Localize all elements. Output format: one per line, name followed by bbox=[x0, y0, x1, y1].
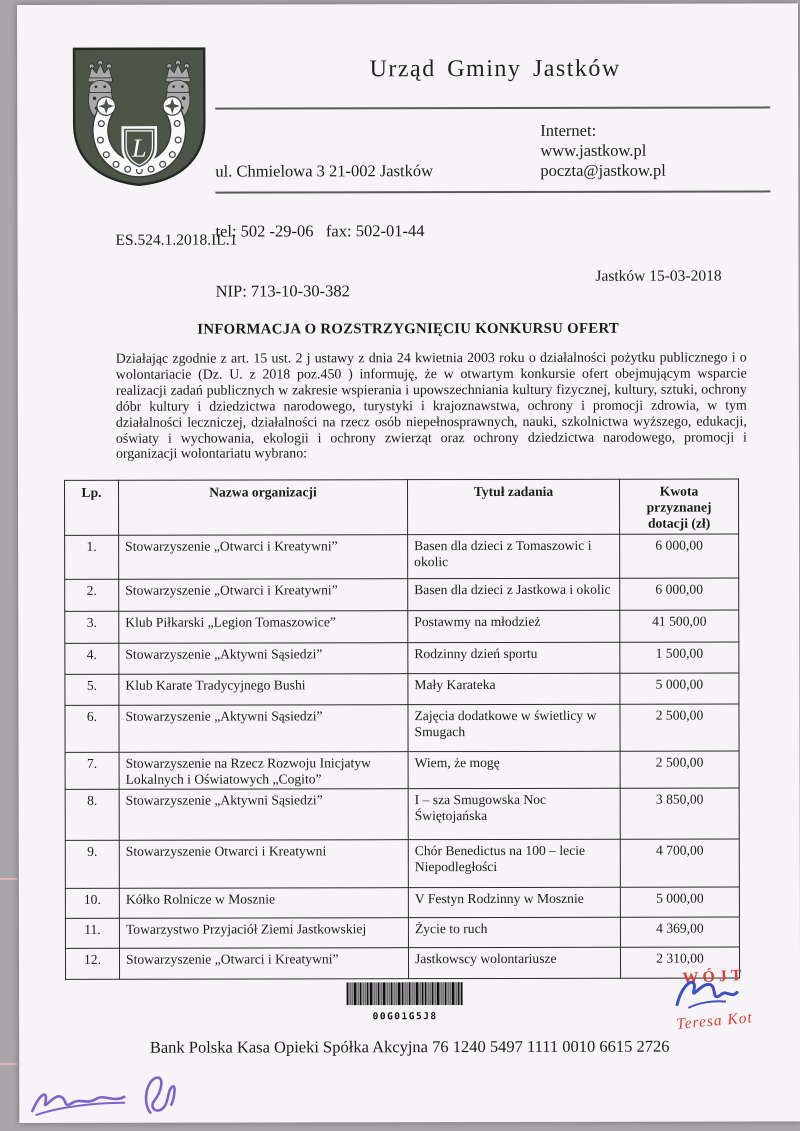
row-task: Basen dla dzieci z Tomaszowic i okolic bbox=[408, 534, 620, 578]
row-org: Stowarzyszenie na Rzecz Rozwoju Inicjatyw Lokalnych i Oświatowych „Cogito” bbox=[119, 751, 408, 789]
row-no: 6. bbox=[65, 705, 119, 752]
row-org: Klub Piłkarski „Legion Tomaszowice” bbox=[119, 610, 408, 643]
row-task: Chór Benedictus na 100 – lecie Niepodległości bbox=[408, 840, 620, 888]
row-no: 2. bbox=[65, 579, 119, 611]
row-amount: 3 850,00 bbox=[620, 788, 739, 839]
row-amount: 5 000,00 bbox=[620, 887, 739, 917]
row-amount: 41 500,00 bbox=[620, 610, 739, 642]
handwritten-initials bbox=[24, 1073, 199, 1123]
website-url: www.jastkow.pl bbox=[540, 140, 647, 160]
row-no: 1. bbox=[65, 535, 119, 579]
crest-star-right bbox=[163, 97, 181, 115]
row-no: 8. bbox=[65, 790, 119, 841]
row-org: Klub Karate Tradycyjnego Bushi bbox=[119, 673, 408, 705]
table-header-row bbox=[64, 479, 738, 535]
scan-artifact-line bbox=[0, 1063, 17, 1065]
table-row bbox=[65, 704, 739, 752]
row-amount: 5 000,00 bbox=[620, 673, 739, 704]
row-org: Stowarzyszenie „Otwarci i Kreatywni” bbox=[119, 534, 408, 579]
table-row bbox=[65, 887, 739, 918]
row-amount: 6 000,00 bbox=[620, 534, 739, 578]
stamp-title: WÓJT bbox=[682, 966, 746, 988]
row-amount: 4 369,00 bbox=[620, 917, 739, 947]
row-org: Stowarzyszenie „Aktywni Sąsiedzi” bbox=[119, 642, 408, 674]
row-task: Rodzinny dzień sportu bbox=[408, 642, 620, 673]
table-row bbox=[65, 578, 739, 611]
internet-block bbox=[540, 121, 666, 181]
col-header-org: Nazwa organizacji bbox=[118, 480, 407, 535]
row-no: 11. bbox=[65, 919, 119, 949]
row-amount: 2 500,00 bbox=[620, 704, 739, 751]
row-task: Jastkowscy wolontariusze bbox=[408, 948, 620, 979]
reference-number: ES.524.1.2018.IL.1 bbox=[115, 231, 238, 249]
col-header-lp: Lp. bbox=[64, 480, 118, 535]
crest-star-left bbox=[97, 97, 115, 115]
place-and-date: Jastków 15-03-2018 bbox=[595, 267, 722, 285]
table-row bbox=[65, 917, 739, 948]
row-task: Mały Karateka bbox=[408, 673, 620, 704]
stamp-name: Teresa Kot bbox=[675, 1009, 754, 1033]
row-no: 3. bbox=[65, 611, 119, 643]
address-nip: NIP: 713-10-30-382 bbox=[215, 281, 350, 301]
row-org: Stowarzyszenie „Aktywni Sąsiedzi” bbox=[119, 789, 408, 841]
table-row bbox=[65, 673, 739, 705]
scanned-document-page bbox=[17, 3, 800, 1123]
row-org: Stowarzyszenie Otwarci i Kreatywni bbox=[119, 840, 408, 889]
scan-artifact-line bbox=[0, 878, 17, 880]
crest-letter: L bbox=[131, 133, 147, 163]
barcode-bars bbox=[346, 982, 464, 1005]
bank-account-line: Bank Polska Kasa Opieki Spółka Akcyjna 76 1240 5497 1111 0010 6615 2726 bbox=[149, 1036, 670, 1057]
row-task: V Festyn Rodzinny w Mosznie bbox=[408, 888, 620, 918]
table-row bbox=[65, 788, 739, 840]
row-task: Postawmy na młodzież bbox=[408, 610, 620, 642]
row-amount: 1 500,00 bbox=[620, 642, 739, 673]
row-task: Zajęcia dodatkowe w świetlicy w Smugach bbox=[408, 704, 620, 751]
email-address: poczta@jastkow.pl bbox=[540, 160, 666, 180]
barcode bbox=[346, 982, 464, 1022]
row-no: 5. bbox=[65, 674, 119, 705]
row-task: I – sza Smugowska Noc Świętojańska bbox=[408, 789, 620, 840]
grants-table bbox=[64, 478, 740, 980]
row-no: 9. bbox=[65, 841, 119, 889]
gmina-jastkow-coat-of-arms bbox=[71, 46, 207, 188]
mayor-stamp bbox=[637, 966, 792, 1046]
table-row bbox=[65, 534, 739, 579]
row-org: Stowarzyszenie „Aktywni Sąsiedzi” bbox=[119, 704, 408, 752]
row-org: Towarzystwo Przyjaciół Ziemi Jastkowskiej bbox=[119, 918, 408, 949]
row-org: Kółko Rolnicze w Mosznie bbox=[119, 888, 408, 919]
row-no: 7. bbox=[65, 752, 119, 790]
barcode-number: 00G01G5J8 bbox=[372, 1011, 438, 1023]
crest-inner-shield bbox=[123, 127, 156, 168]
letterhead-rule-top bbox=[215, 106, 770, 109]
row-amount: 6 000,00 bbox=[620, 578, 739, 610]
document-body-paragraph: Działając zgodnie z art. 15 ust. 2 j ustawy z dnia 24 kwietnia 2003 roku o działalności pożytku publicznego i o wolontariacie (Dz. U. z 2018 poz.450 ) informuję, że w otwartym konkursie ofert obejmującym wsparcie realizacji zadań publicznych w zakresie wspierania i upowszechniania kultury fizycznej, kultury, sztuki, ochrony dóbr kultury i dziedzictwa narodowego, turystyki i krajoznawstwa, ochrony i promocji zdrowia, w tym działalności leczniczej, działalności na rzecz osób niepełnosprawnych, nauki, szkolnictwa wyższego, edukacji, oświaty i wychowania, ekologii i ochrony zwierząt oraz ochrony dziedzictwa narodowego, promocji i organizacji wolontariatu wybrano: bbox=[115, 350, 747, 463]
row-no: 4. bbox=[65, 643, 119, 674]
row-org: Stowarzyszenie „Otwarci i Kreatywni” bbox=[119, 948, 408, 980]
internet-label: Internet: bbox=[540, 120, 597, 140]
table-row bbox=[65, 610, 739, 643]
row-no: 10. bbox=[65, 889, 119, 919]
letterhead-rule-bottom bbox=[215, 190, 770, 193]
row-org: Stowarzyszenie „Otwarci i Kreatywni” bbox=[119, 578, 408, 611]
col-header-amount: Kwota przyznanej dotacji (zł) bbox=[619, 479, 738, 534]
row-amount: 2 310,00 bbox=[620, 947, 739, 978]
table-row bbox=[65, 642, 739, 674]
col-header-task: Tytuł zadania bbox=[407, 479, 619, 534]
row-amount: 4 700,00 bbox=[620, 839, 739, 887]
row-task: Życie to ruch bbox=[408, 918, 620, 948]
row-amount: 2 500,00 bbox=[620, 751, 739, 789]
address-phone: tel: 502 -29-06 fax: 502-01-44 bbox=[215, 221, 425, 241]
address-street: ul. Chmielowa 3 21-002 Jastków bbox=[215, 161, 434, 181]
document-title: INFORMACJA O ROZSTRZYGNIĘCIU KONKURSU OFERT bbox=[197, 320, 620, 338]
table-row bbox=[65, 751, 739, 790]
table-row bbox=[65, 839, 739, 888]
row-no: 12. bbox=[65, 949, 119, 980]
handwritten-signature bbox=[667, 972, 747, 1014]
row-task: Wiem, że mogę bbox=[408, 751, 620, 789]
row-task: Basen dla dzieci z Jastkowa i okolic bbox=[408, 578, 620, 610]
office-name: Urząd Gminy Jastków bbox=[369, 55, 621, 83]
address-block bbox=[215, 121, 433, 341]
